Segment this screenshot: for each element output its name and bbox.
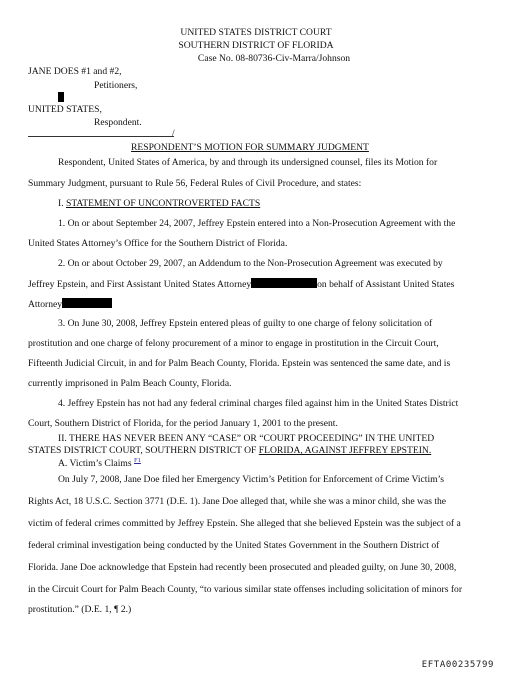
para-2-line-2: [28, 278, 454, 291]
para-4-line-1: 4. Jeffrey Epstein has not had any federal criminal charges filed against him in the United States District: [58, 398, 459, 409]
respondent-role: Respondent.: [94, 117, 142, 128]
intro-line-2: Summary Judgment, pursuant to Rule 56, Federal Rules of Civil Procedure, and states:: [28, 178, 362, 189]
para-3-line-2: prostitution and one charge of felony procurement of a minor to engage in prostitution in the Circuit Court,: [28, 338, 439, 349]
section-1-prefix: I.: [58, 198, 66, 209]
court-name: UNITED STATES DISTRICT COURT: [180, 27, 332, 38]
para-3-line-1: 3. On June 30, 2008, Jeffrey Epstein entered pleas of guilty to one charge of felony solicitation of: [58, 318, 433, 329]
para-a-line-2: Rights Act, 18 U.S.C. Section 3771 (D.E. 1). Jane Doe alleged that, while she was a minor child, she was the: [28, 496, 447, 507]
subsection-a-label: A. Victim’s Claims: [58, 458, 132, 469]
bates-stamp: EFTA00235799: [421, 660, 494, 670]
para-2-line-2a: Jeffrey Epstein, and First Assistant United States Attorney: [28, 279, 252, 290]
para-a-line-1: On July 7, 2008, Jane Doe filed her Emergency Victim’s Petition for Enforcement of Crime Victim’s: [58, 474, 444, 485]
section-2-heading-line-2a: STATES DISTRICT COURT, SOUTHERN DISTRICT OF: [28, 445, 259, 456]
section-2-heading-line-2b: FLORIDA, AGAINST JEFFREY EPSTEIN.: [258, 445, 432, 456]
section-1-heading: [58, 198, 260, 210]
caption-slash: /: [172, 128, 175, 139]
petitioners-name: JANE DOES #1 and #2,: [28, 66, 122, 77]
document-title: RESPONDENT’S MOTION FOR SUMMARY JUDGMENT: [131, 142, 369, 153]
para-2-line-3-text: Attorney: [28, 299, 63, 310]
redaction-block-1: [251, 278, 317, 288]
para-a-line-4: federal criminal investigation being conducted by the United States Government in the Southern District of: [28, 540, 440, 551]
para-3-line-3: Fifteenth Judicial Circuit, in and for Palm Beach County, Florida. Epstein was sentenced the same date, and is: [28, 358, 451, 369]
para-a-line-5: Florida. Jane Doe acknowledge that Epstein had recently been prosecuted and pleaded guilty, on June 30, 2008,: [28, 562, 457, 573]
para-1-line-2: United States Attorney’s Office for the Southern District of Florida.: [28, 238, 288, 249]
section-2-heading-line-1: II. THERE HAS NEVER BEEN ANY “CASE” OR “COURT PROCEEDING” IN THE UNITED: [58, 433, 435, 444]
intro-line-1: Respondent, United States of America, by and through its undersigned counsel, files its Motion for: [58, 157, 438, 168]
para-2-line-3: [28, 298, 112, 311]
case-number: Case No. 08-80736-Civ-Marra/Johnson: [197, 53, 351, 64]
respondent-name: UNITED STATES,: [28, 104, 102, 115]
district-name: SOUTHERN DISTRICT OF FLORIDA: [178, 40, 334, 51]
redaction-mark-caption: [58, 92, 64, 105]
caption-rule: [28, 136, 174, 137]
para-a-line-3: victim of federal crimes committed by Jeffrey Epstein. She alleged that she believed Epstein was the subject of a: [28, 518, 461, 529]
section-2-heading-line-2: [28, 445, 431, 457]
redaction-block-2: [62, 298, 112, 308]
para-3-line-4: currently imprisoned in Palm Beach County, Florida.: [28, 378, 232, 389]
para-a-line-7: prostitution.” (D.E. 1, ¶ 2.): [28, 604, 132, 615]
para-2-line-1: 2. On or about October 29, 2007, an Addendum to the Non-Prosecution Agreement was executed by: [58, 258, 443, 269]
subsection-a-heading: [58, 457, 141, 470]
para-a-line-6: in the Circuit Court for Palm Beach County, “to various similar state offenses including solicitation of minors for: [28, 584, 463, 595]
para-2-line-2b: on behalf of Assistant United States: [317, 279, 455, 290]
petitioners-role: Petitioners,: [94, 80, 138, 91]
para-1-line-1: 1. On or about September 24, 2007, Jeffrey Epstein entered into a Non-Prosecution Agreement with the: [58, 218, 456, 229]
section-1-title: STATEMENT OF UNCONTROVERTED FACTS: [66, 198, 261, 209]
footnote-link[interactable]: F1: [134, 457, 141, 464]
para-4-line-2: Court, Southern District of Florida, for the period January 1, 2001 to the present.: [28, 418, 338, 429]
